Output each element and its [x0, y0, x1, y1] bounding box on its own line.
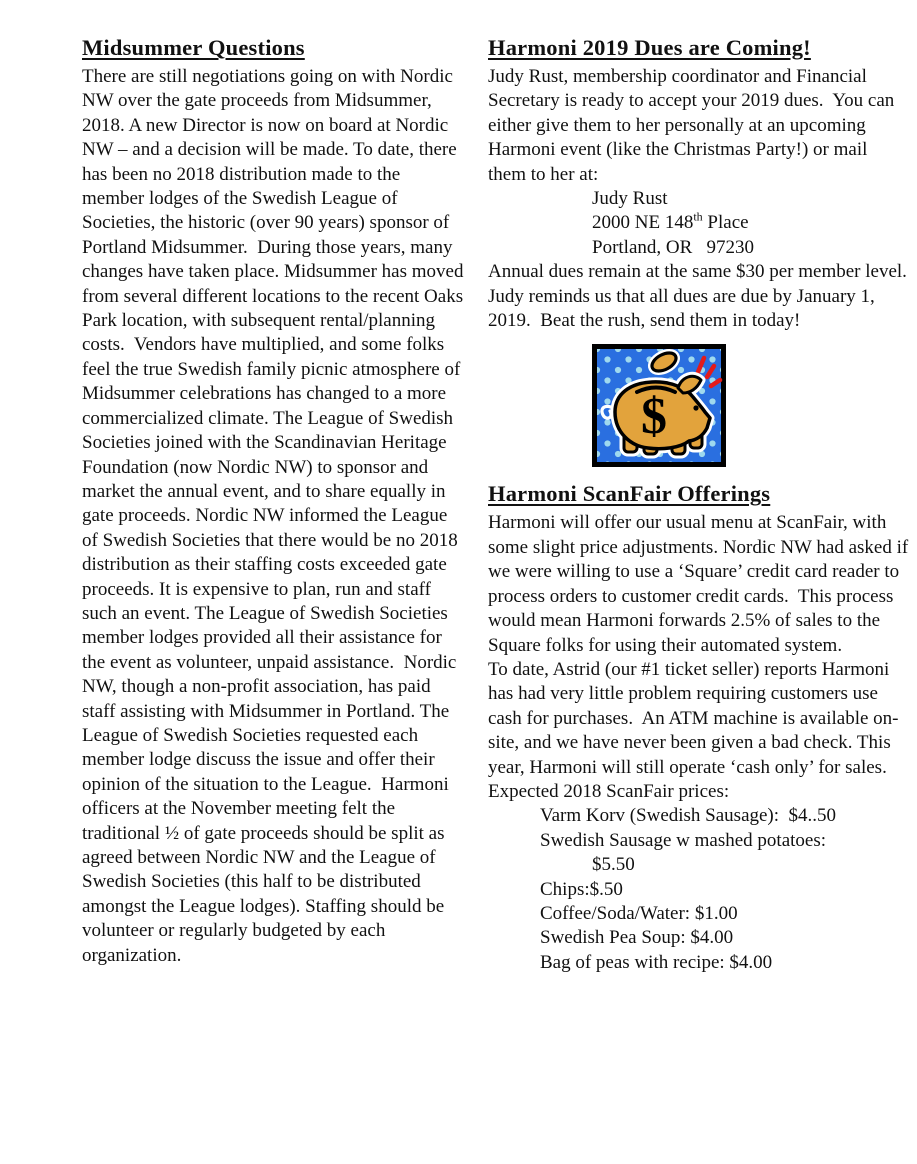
address-street [592, 211, 910, 235]
price-item-sausage-potatoes-price: $5.50 [592, 854, 635, 876]
midsummer-questions-paragraph: There are still negotiations going on with Nordic NW over the gate proceeds from Midsummer, 2018. A new Director is now on board at Nordic NW – and a decision will be made. To date, there has been no 2018 distribution made to the member lodges of the Swedish League of Societies, the historic (over 90 years) sponsor of Portland Midsummer. During those years, many changes have taken place. Midsummer has moved from several different locations to the recent Oaks Park location, with subsequent rental/planning costs. Vendors have multiplied, and some folks feel the true Swedish family picnic atmosphere of Midsummer celebrations has changed to a more commercialized climate. The League of Swedish Societies joined with the Scandinavian Heritage Foundation (now Nordic NW) to sponsor and market the annual event, and to share equally in gate proceeds. Nordic NW informed the League of Swedish Societies that there would be no 2018 distribution as their staffing costs exceeded gate proceeds. It is expensive to plan, run and staff such an event. The League of Swedish Societies member lodges provided all their assistance for the event as volunteer, unpaid assistance. Nordic NW, though a non-profit association, has paid staff assisting with Midsummer in Portland. The League of Swedish Societies requested each member lodge discuss the issue and offer their opinion of the situation to the League. Harmoni officers at the November meeting felt the traditional ½ of gate proceeds should be split as agreed between Nordic NW and the League of Swedish Societies (this half to be distributed amongst the League lodges). Staffing should be volunteer or regularly budgeted by each organization. [82, 66, 469, 966]
piggy-bank-image [592, 344, 726, 467]
dues-amount-note: Annual dues remain at the same $30 per member level. [488, 261, 907, 283]
scanfair-price-list [488, 804, 910, 975]
price-item-varm-korv: Varm Korv (Swedish Sausage): $4..50 [540, 805, 837, 827]
address-city-state-zip: Portland, OR 97230 [592, 236, 755, 258]
address-street-suffix: Place [702, 212, 749, 234]
price-item-sausage-potatoes: Swedish Sausage w mashed potatoes: [540, 829, 827, 851]
address-name: Judy Rust [592, 188, 668, 210]
dues-reminder-note: Judy reminds us that all dues are due by January 1, 2019. Beat the rush, send them in today! [488, 285, 880, 332]
address-street-ordinal: th [693, 210, 703, 225]
left-column [82, 34, 469, 968]
dues-heading: Harmoni 2019 Dues are Coming! [488, 35, 811, 60]
scanfair-paragraph-2: To date, Astrid (our #1 ticket seller) reports Harmoni has had very little problem requiring customers use cash for purchases. An ATM machine is available on-site, and we have never been given a bad check. This year, Harmoni will still operate ‘cash only’ for sales. [488, 658, 899, 778]
scanfair-heading: Harmoni ScanFair Offerings [488, 481, 771, 507]
price-item-bag-of-peas: Bag of peas with recipe: $4.00 [540, 951, 773, 973]
midsummer-questions-heading: Midsummer Questions [82, 35, 305, 60]
price-item-chips: Chips:$.50 [540, 878, 623, 900]
right-column [488, 34, 913, 975]
price-item-pea-soup: Swedish Pea Soup: $4.00 [540, 927, 734, 949]
piggy-bank-icon [592, 344, 726, 467]
address-street-number: 2000 NE 148 [592, 212, 694, 234]
mailing-address [592, 187, 910, 260]
dollar-sign: $ [641, 388, 667, 446]
pig-eye [693, 406, 698, 411]
dues-intro-paragraph: Judy Rust, membership coordinator and Financial Secretary is ready to accept your 2019 dues. You can either give them to her personally at an upcoming Harmoni event (like the Christmas Party!) or mail them to her at: [488, 66, 900, 185]
price-item-coffee-soda-water: Coffee/Soda/Water: $1.00 [540, 902, 738, 924]
scanfair-paragraph-1: Harmoni will offer our usual menu at ScanFair, with some slight price adjustments. Nordic NW had asked if we were willing to use a ‘Square’ credit card reader to process orders to customer credit cards. This process would mean Harmoni forwards 2.5% of sales to the Square folks for using their automated system. [488, 512, 913, 656]
scanfair-prices-label: Expected 2018 ScanFair prices: [488, 780, 730, 802]
